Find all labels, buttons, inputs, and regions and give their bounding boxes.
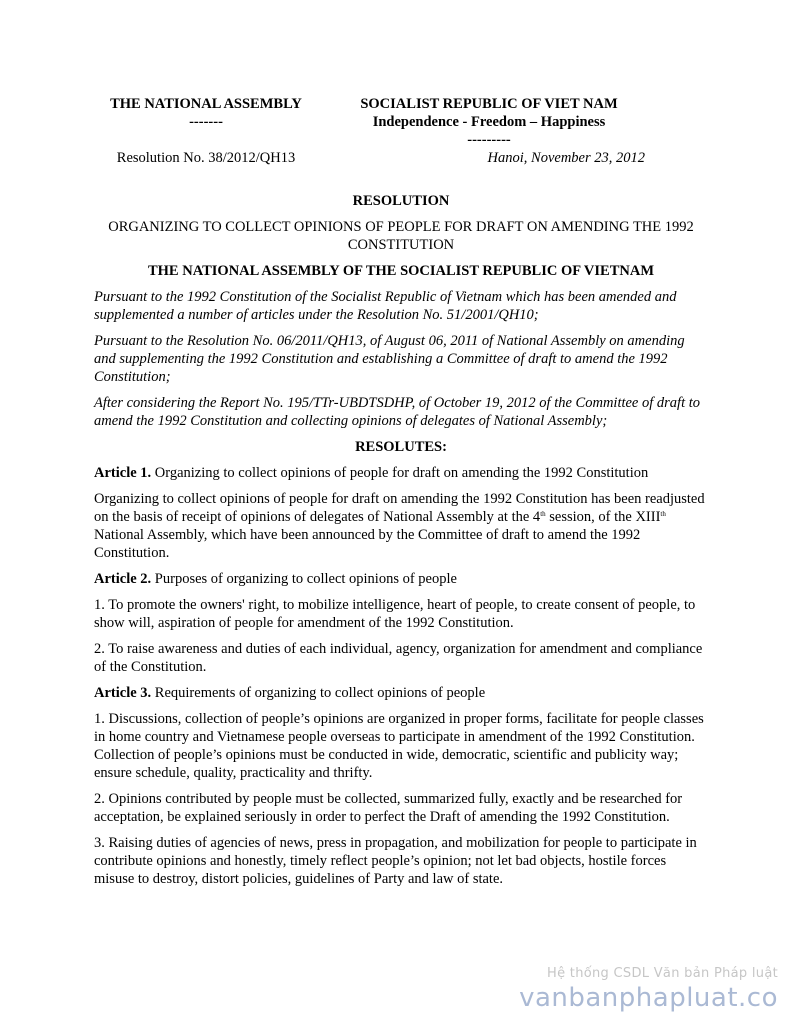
article-title: Organizing to collect opinions of people for draft on amending the 1992 Constitution: [151, 465, 649, 481]
article-title: Requirements of organizing to collect opinions of people: [151, 685, 486, 701]
article-label: Article 3.: [94, 685, 152, 701]
article-1-heading: [94, 464, 708, 482]
issue-date: Hanoi, November 23, 2012: [487, 150, 645, 166]
article-item: 1. To promote the owners' right, to mobilize intelligence, heart of people, to create consent of people, to show will, aspiration of people for amendment of the 1992 Constitution.: [94, 597, 696, 631]
issuer-header: [96, 95, 316, 131]
paragraph-text: Organizing to collect opinions of people for draft on amending the 1992 Constitution has been readjusted on the basis of receipt of opinions of delegates of National Assembly at the 4: [94, 491, 705, 525]
document-issuer: THE NATIONAL ASSEMBLY OF THE SOCIALIST REPUBLIC OF VIETNAM: [147, 263, 655, 279]
article-label: Article 2.: [94, 571, 152, 587]
document-type: RESOLUTION: [352, 193, 450, 209]
watermark-tagline: Hệ thống CSDL Văn bản Pháp luật: [547, 966, 778, 981]
motto-separator: ---------: [467, 132, 511, 148]
paragraph-text: session, of the XIII: [545, 509, 661, 525]
resolution-number: Resolution No. 38/2012/QH13: [116, 150, 296, 166]
article-item: 2. To raise awareness and duties of each individual, agency, organization for amendment and compliance of the Constitution.: [94, 641, 703, 675]
ordinal-suffix: th: [660, 510, 666, 518]
paragraph-text: National Assembly, which have been announced by the Committee of draft to amend the 1992 Constitution.: [94, 527, 641, 561]
article-item: 1. Discussions, collection of people’s opinions are organized in proper forms, facilitate for people classes in home country and Vietnamese people overseas to participate in amendment of the 1992 Constitution. Collection of people’s opinions must be conducted in wide, democratic, scientific and publicity way; ensure schedule, quality, practicality and thrifty.: [94, 711, 704, 781]
ordinal-suffix: th: [540, 510, 546, 518]
article-3-heading: [94, 684, 708, 702]
country-header: [334, 95, 644, 149]
article-item: 3. Raising duties of agencies of news, press in propagation, and mobilization for people to participate in contribute opinions and honestly, timely reflect people’s opinion; not let bad objects, hostile forces misuse to destroy, distort policies, guidelines of Party and law of state.: [94, 835, 697, 887]
issuer-name: THE NATIONAL ASSEMBLY: [110, 96, 302, 112]
article-1-paragraph: [94, 490, 708, 562]
preamble-item: Pursuant to the 1992 Constitution of the Socialist Republic of Vietnam which has been amended and supplemented a number of articles under the Resolution No. 51/2001/QH10;: [94, 289, 677, 323]
article-label: Article 1.: [94, 465, 152, 481]
article-2-heading: [94, 570, 708, 588]
watermark-site: vanbanphapluat.co: [519, 983, 778, 1013]
country-name: SOCIALIST REPUBLIC OF VIET NAM: [360, 96, 618, 112]
preamble-item: After considering the Report No. 195/TTr-UBDTSDHP, of October 19, 2012 of the Committee of draft to amend the 1992 Constitution and collecting opinions of delegates of National Assembly;: [94, 395, 701, 429]
article-title: Purposes of organizing to collect opinions of people: [151, 571, 457, 587]
document-title: ORGANIZING TO COLLECT OPINIONS OF PEOPLE FOR DRAFT ON AMENDING THE 1992 CONSTITUTION: [108, 219, 694, 253]
document-body: [94, 192, 708, 896]
preamble-item: Pursuant to the Resolution No. 06/2011/QH13, of August 06, 2011 of National Assembly on amending and supplementing the 1992 Constitution and establishing a Committee of draft to amend the 1992 Constitution;: [94, 333, 685, 385]
resolutes-heading: RESOLUTES:: [355, 439, 447, 455]
article-item: 2. Opinions contributed by people must be collected, summarized fully, exactly and be researched for acceptation, be explained seriously in order to perfect the Draft of amending the 1992 Constitution.: [94, 791, 683, 825]
issuer-separator: -------: [189, 114, 223, 130]
national-motto: Independence - Freedom – Happiness: [372, 114, 606, 130]
